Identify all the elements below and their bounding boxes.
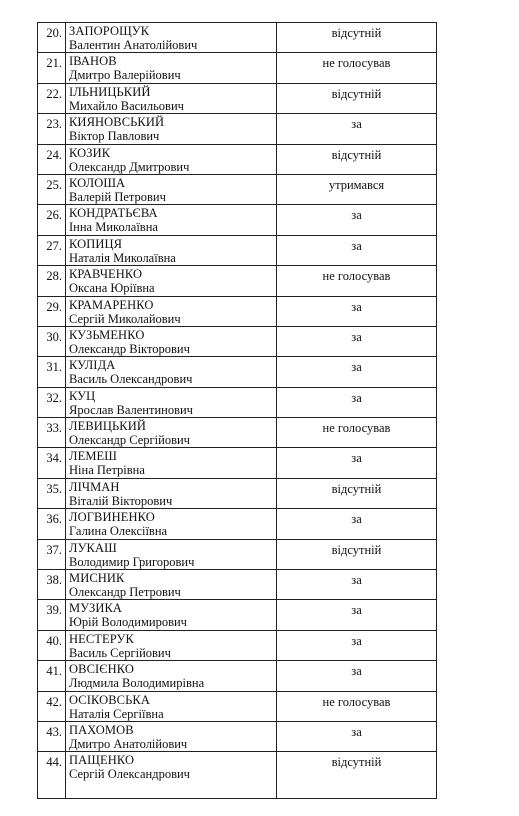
table-row (38, 266, 437, 296)
deputy-surname: КРАМАРЕНКО (69, 297, 154, 312)
deputy-given-names: Людмила Володимирівна (69, 676, 205, 691)
row-number: 43. (38, 721, 66, 751)
deputy-surname: ІВАНОВ (69, 54, 117, 69)
deputy-given-names: Ніна Петрівна (69, 463, 145, 478)
deputy-surname: КОПИЦЯ (69, 236, 123, 251)
table-row (38, 600, 437, 630)
deputy-surname: ОСІКОВСЬКА (69, 692, 150, 707)
vote-result: за (277, 326, 437, 356)
vote-result: за (277, 357, 437, 387)
deputy-name-cell (66, 296, 277, 326)
vote-result: відсутній (277, 752, 437, 799)
deputy-name-cell (66, 266, 277, 296)
row-number: 21. (38, 53, 66, 83)
table-row (38, 448, 437, 478)
deputy-name-cell (66, 357, 277, 387)
vote-result: не голосував (277, 266, 437, 296)
deputy-name-cell (66, 205, 277, 235)
deputy-name-cell (66, 661, 277, 691)
deputy-given-names: Галина Олексіївна (69, 524, 168, 539)
deputy-given-names: Віталій Вікторович (69, 493, 173, 508)
voting-table-body (38, 23, 437, 799)
table-row (38, 357, 437, 387)
table-row (38, 752, 437, 799)
vote-result: за (277, 205, 437, 235)
table-row (38, 296, 437, 326)
deputy-name-cell (66, 53, 277, 83)
deputy-name-cell (66, 721, 277, 751)
deputy-name-cell (66, 478, 277, 508)
row-number: 30. (38, 326, 66, 356)
deputy-given-names: Олександр Дмитрович (69, 159, 190, 174)
vote-result: за (277, 721, 437, 751)
deputy-given-names: Оксана Юріївна (69, 281, 155, 296)
table-row (38, 509, 437, 539)
table-row (38, 630, 437, 660)
row-number: 38. (38, 570, 66, 600)
row-number: 37. (38, 539, 66, 569)
deputy-surname: ОВСІЄНКО (69, 662, 134, 677)
vote-result: відсутній (277, 83, 437, 113)
vote-result: відсутній (277, 23, 437, 53)
row-number: 40. (38, 630, 66, 660)
row-number: 23. (38, 114, 66, 144)
deputy-name-cell (66, 144, 277, 174)
vote-result: за (277, 448, 437, 478)
voting-table (37, 22, 437, 799)
deputy-surname: ЛІЧМАН (69, 479, 120, 494)
row-number: 28. (38, 266, 66, 296)
row-number: 22. (38, 83, 66, 113)
row-number: 29. (38, 296, 66, 326)
table-row (38, 387, 437, 417)
row-number: 32. (38, 387, 66, 417)
vote-result: не голосував (277, 691, 437, 721)
vote-result: за (277, 235, 437, 265)
table-row (38, 23, 437, 53)
deputy-surname: КРАВЧЕНКО (69, 267, 143, 282)
deputy-name-cell (66, 326, 277, 356)
vote-result: за (277, 630, 437, 660)
deputy-given-names: Володимир Григорович (69, 554, 195, 569)
table-row (38, 721, 437, 751)
row-number: 33. (38, 418, 66, 448)
table-row (38, 691, 437, 721)
deputy-surname: КОЗИК (69, 145, 111, 160)
deputy-surname: КУЗЬМЕНКО (69, 327, 145, 342)
row-number: 36. (38, 509, 66, 539)
deputy-surname: МУЗИКА (69, 601, 123, 616)
deputy-given-names: Інна Миколаївна (69, 220, 158, 235)
deputy-name-cell (66, 387, 277, 417)
deputy-surname: ЗАПОРОЩУК (69, 24, 150, 38)
table-row (38, 661, 437, 691)
deputy-surname: МИСНИК (69, 571, 125, 586)
deputy-given-names: Валерій Петрович (69, 189, 166, 204)
vote-result: за (277, 509, 437, 539)
vote-result: за (277, 296, 437, 326)
deputy-name-cell (66, 509, 277, 539)
table-row (38, 478, 437, 508)
deputy-surname: ІЛЬНИЦЬКИЙ (69, 84, 151, 99)
deputy-surname: ЛОГВИНЕНКО (69, 510, 155, 525)
deputy-name-cell (66, 235, 277, 265)
vote-result: не голосував (277, 418, 437, 448)
row-number: 20. (38, 23, 66, 53)
row-number: 35. (38, 478, 66, 508)
deputy-name-cell (66, 570, 277, 600)
deputy-name-cell (66, 418, 277, 448)
deputy-surname: ПАЩЕНКО (69, 753, 135, 768)
deputy-given-names: Дмитро Валерійович (69, 68, 181, 83)
deputy-surname: КУЦ (69, 388, 96, 403)
vote-result: відсутній (277, 144, 437, 174)
table-row (38, 418, 437, 448)
vote-result: за (277, 114, 437, 144)
deputy-name-cell (66, 174, 277, 204)
deputy-name-cell (66, 114, 277, 144)
deputy-given-names: Ярослав Валентинович (69, 402, 193, 417)
table-row (38, 174, 437, 204)
deputy-given-names: Юрій Володимирович (69, 615, 187, 630)
deputy-surname: ПАХОМОВ (69, 722, 134, 737)
deputy-surname: КОНДРАТЬЄВА (69, 206, 158, 221)
table-row (38, 570, 437, 600)
deputy-surname: НЕСТЕРУК (69, 631, 134, 646)
vote-result: за (277, 387, 437, 417)
table-row (38, 53, 437, 83)
vote-result: не голосував (277, 53, 437, 83)
row-number: 44. (38, 752, 66, 799)
deputy-name-cell (66, 630, 277, 660)
deputy-name-cell (66, 600, 277, 630)
vote-result: відсутній (277, 539, 437, 569)
deputy-given-names: Олександр Петрович (69, 585, 181, 600)
deputy-name-cell (66, 448, 277, 478)
vote-result: за (277, 570, 437, 600)
row-number: 41. (38, 661, 66, 691)
vote-result: відсутній (277, 478, 437, 508)
row-number: 34. (38, 448, 66, 478)
row-number: 26. (38, 205, 66, 235)
deputy-given-names: Олександр Вікторович (69, 341, 190, 356)
deputy-given-names: Валентин Анатолійович (69, 38, 198, 52)
deputy-given-names: Наталія Сергіївна (69, 706, 164, 721)
row-number: 24. (38, 144, 66, 174)
deputy-surname: ЛЕВИЦЬКИЙ (69, 419, 146, 434)
vote-result: утримався (277, 174, 437, 204)
deputy-surname: КОЛОША (69, 175, 126, 190)
row-number: 31. (38, 357, 66, 387)
deputy-name-cell (66, 83, 277, 113)
deputy-given-names: Сергій Миколайович (69, 311, 181, 326)
deputy-given-names: Сергій Олександрович (69, 767, 190, 782)
row-number: 25. (38, 174, 66, 204)
row-number: 42. (38, 691, 66, 721)
deputy-given-names: Віктор Павлович (69, 129, 160, 144)
deputy-name-cell (66, 23, 277, 53)
deputy-surname: ЛУКАШ (69, 540, 117, 555)
table-row (38, 144, 437, 174)
deputy-given-names: Наталія Миколаївна (69, 250, 176, 265)
row-number: 39. (38, 600, 66, 630)
table-row (38, 235, 437, 265)
deputy-name-cell (66, 752, 277, 799)
deputy-given-names: Василь Олександрович (69, 372, 193, 387)
deputy-given-names: Михайло Васильович (69, 98, 184, 113)
deputy-name-cell (66, 539, 277, 569)
table-row (38, 205, 437, 235)
table-row (38, 326, 437, 356)
table-row (38, 83, 437, 113)
row-number: 27. (38, 235, 66, 265)
table-row (38, 114, 437, 144)
deputy-surname: КУЛІДА (69, 358, 116, 373)
table-row (38, 539, 437, 569)
deputy-name-cell (66, 691, 277, 721)
deputy-given-names: Дмитро Анатолійович (69, 736, 188, 751)
vote-result: за (277, 661, 437, 691)
vote-result: за (277, 600, 437, 630)
deputy-given-names: Василь Сергійович (69, 645, 171, 660)
deputy-surname: ЛЕМЕШ (69, 449, 117, 464)
deputy-given-names: Олександр Сергійович (69, 433, 190, 448)
deputy-surname: КИЯНОВСЬКИЙ (69, 115, 165, 130)
